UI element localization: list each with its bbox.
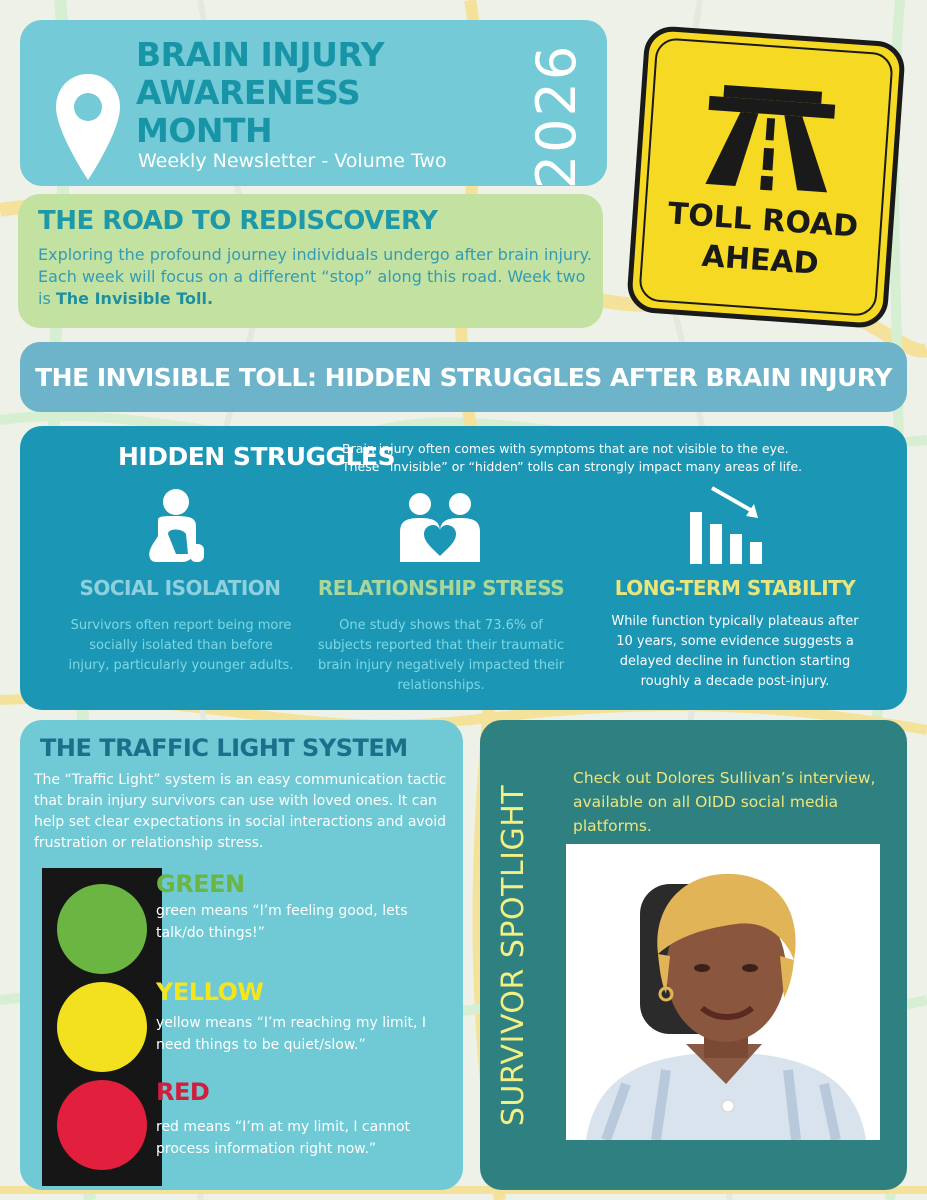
social-isolation-text: Survivors often report being more socially isolated than before injury, particularly younger adults. [68,618,294,673]
couple-heart-icon [398,492,482,564]
traffic-light-graphic [42,868,162,1186]
banner-title: THE INVISIBLE TOLL: HIDDEN STRUGGLES AFTER BRAIN INJURY [35,362,892,392]
long-term-stability-title: LONG-TERM STABILITY [614,576,856,600]
yellow-description: yellow means “I’m reaching my limit, I need things to be quiet/slow.” [156,1015,427,1053]
yellow-label: YELLOW [156,978,264,1006]
hidden-struggles-title: HIDDEN STRUGGLES [118,442,396,471]
rediscovery-emphasis: The Invisible Toll. [55,289,214,308]
red-label: RED [156,1078,210,1106]
rediscovery-text: Exploring the profound journey individuals undergo after brain injury. Each week will focus on a different “stop” along this road. Week two is [38,245,592,308]
green-description: green means “I’m feeling good, lets talk/do things!” [156,903,408,941]
declining-bars-icon [690,486,770,566]
isolated-person-icon [146,488,208,566]
yellow-lamp [57,982,147,1072]
sign-line-2: AHEAD [700,238,820,282]
rediscovery-body [38,244,598,310]
location-pin-icon [54,72,122,182]
traffic-light-title: THE TRAFFIC LIGHT SYSTEM [40,734,408,762]
hidden-struggles-section [20,426,907,710]
relationship-stress-text: One study shows that 73.6% of subjects reported that their traumatic brain injury negatively impacted their relationships. [317,618,565,693]
survivor-photo [566,844,880,1140]
green-label: GREEN [156,870,245,898]
toll-road-sign [618,18,913,336]
newsletter-subtitle: Weekly Newsletter - Volume Two [138,150,447,172]
red-description: red means “I’m at my limit, I cannot process information right now.” [156,1119,411,1157]
survivor-spotlight-section [480,720,907,1190]
invisible-toll-banner [20,342,907,412]
social-isolation-title: SOCIAL ISOLATION [79,576,281,600]
year-label [507,43,607,189]
long-term-stability-text: While function typically plateaus after 10 years, some evidence suggests a delayed decline in function starting roughly a decade post-injury. [611,614,859,689]
hidden-struggles-description: Brain injury often comes with symptoms that are not visible to the eye. These “invisible” or “hidden” tolls can strongly impact many areas of life. [342,441,803,474]
newsletter-title: BRAIN INJURY AWARENESS MONTH [136,35,384,150]
rediscovery-title: THE ROAD TO REDISCOVERY [38,206,438,236]
year-text: 2026 [525,43,589,189]
header-card [20,20,607,189]
survivor-portrait-image [566,844,880,1140]
traffic-light-section [20,720,463,1190]
green-lamp [57,884,147,974]
road-sign-graphic [618,18,913,336]
relationship-stress-title: RELATIONSHIP STRESS [317,576,565,600]
sign-line-1: TOLL ROAD [666,196,860,245]
traffic-light-body: The “Traffic Light” system is an easy communication tactic that brain injury survivors can use with loved ones. It can help set clear expectations in social interactions and avoid frustration or relationship stress. [34,772,447,851]
rediscovery-section [18,194,603,328]
red-lamp [57,1080,147,1170]
spotlight-title: SURVIVOR SPOTLIGHT [496,784,532,1126]
spotlight-text: Check out Dolores Sullivan’s interview, available on all OIDD social media platforms. [573,769,876,835]
spotlight-title-wrap [486,740,542,1170]
